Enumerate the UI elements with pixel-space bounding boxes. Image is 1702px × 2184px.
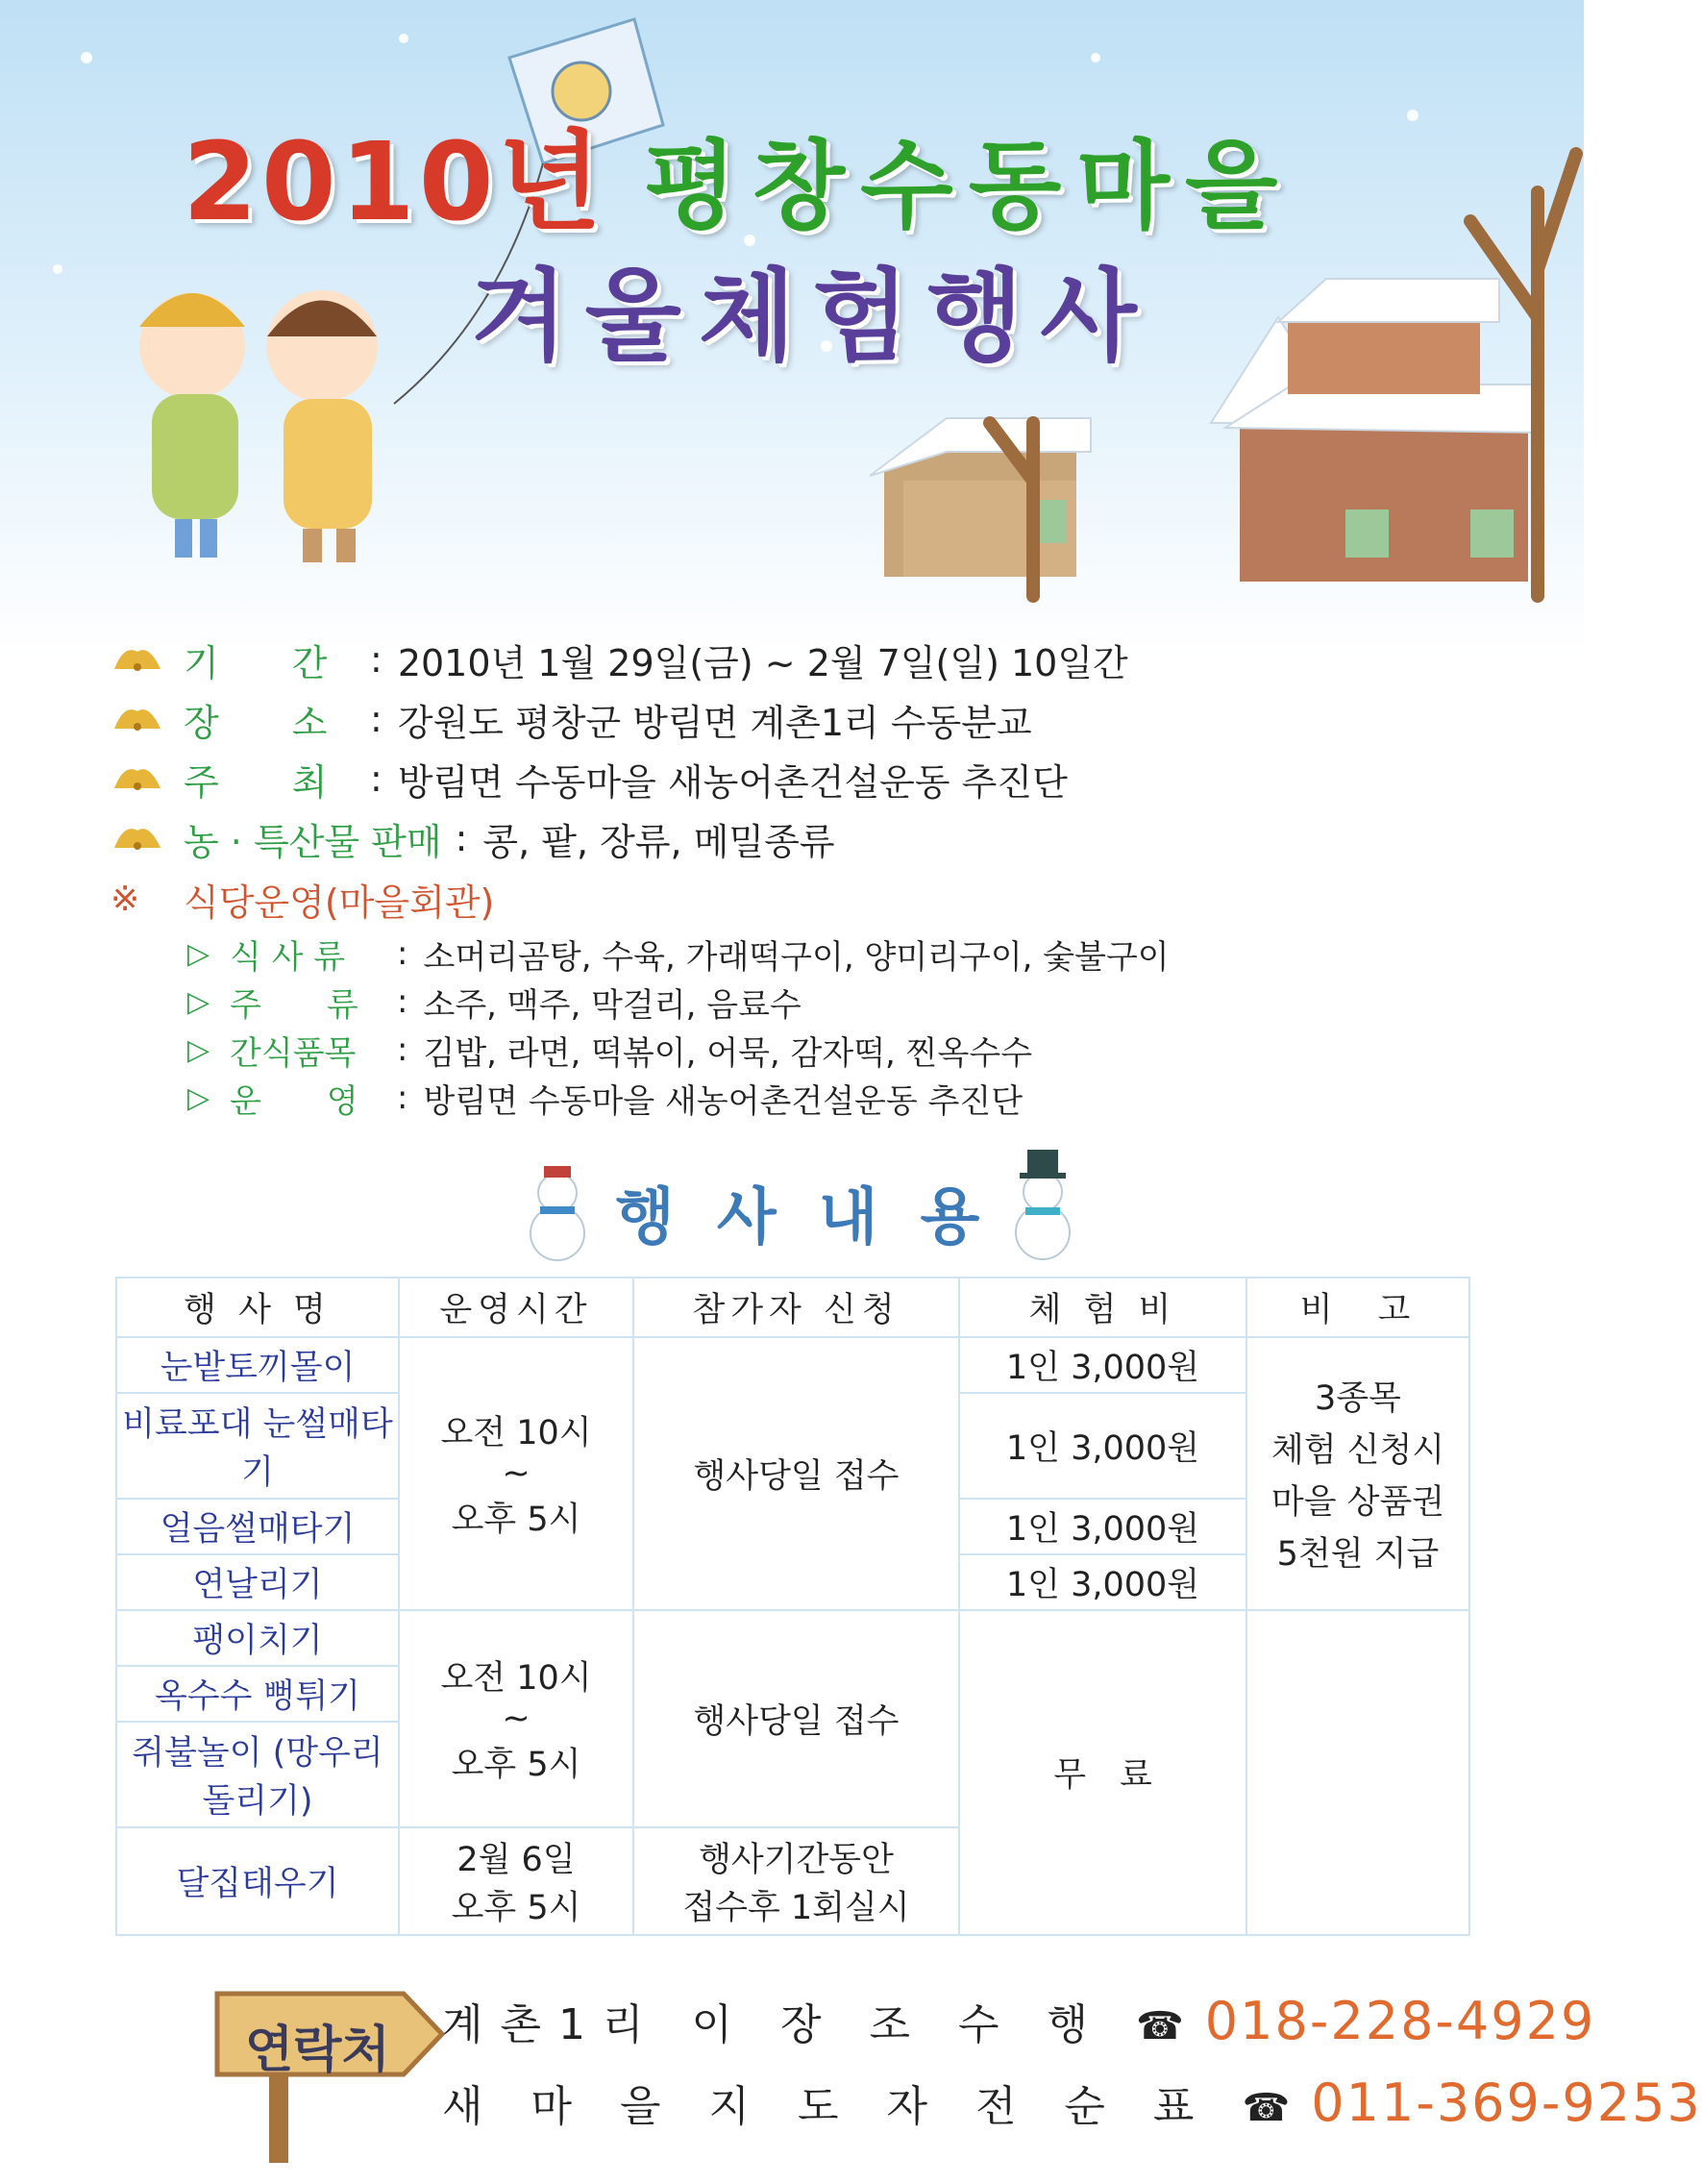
event-time [399,1827,633,1935]
bell-bullet-icon [111,819,184,857]
event-name: 연날리기 [116,1554,399,1610]
event-time [399,1337,633,1610]
bell-bullet-icon [111,700,184,738]
apply-line: 접수후 1회실시 [682,1889,910,1927]
reference-mark: ※ [111,879,140,919]
event-apply: 행사당일 접수 [633,1610,959,1827]
info-label: 기 간 [184,641,328,684]
triangle-bullet-icon: ▷ [187,1032,210,1067]
telephone-icon: ☎ [1135,2004,1201,2048]
table-row [116,1610,1469,1666]
bell-bullet-icon [111,759,184,798]
note-line: 마을 상품권 [1270,1483,1445,1522]
info-label: 농 · 특산물 판매 [184,820,442,863]
info-period [111,630,1456,689]
restaurant-item [111,930,1456,978]
colon: : [455,817,468,859]
contact-sign-label: 연락처 [245,2022,390,2079]
restaurant-item-label: 간식품목 [230,1033,357,1073]
info-value: 방림면 수동마을 새농어촌건설운동 추진단 [397,760,1068,804]
contact-phone[interactable]: 011-369-9253 [1311,2072,1702,2133]
event-fee: 무 료 [959,1610,1246,1935]
restaurant-item-value: 방림면 수동마을 새농어촌건설운동 추진단 [423,1081,1024,1121]
colon: : [397,1030,408,1069]
info-value: 2010년 1월 29일(금) ~ 2월 7일(일) 10일간 [397,641,1128,684]
contact-section [96,1980,1702,2163]
time-start: 오전 10시 [440,1659,592,1698]
title-village: 평창수동마을 [643,130,1294,242]
header-note: 비 고 [1246,1278,1469,1337]
restaurant-item [111,1026,1456,1074]
event-name: 쥐불놀이 (망우리돌리기) [116,1722,399,1827]
time-separator: ~ [502,1454,530,1493]
colon: : [370,757,382,800]
event-name: 팽이치기 [116,1610,399,1666]
event-name: 얼음썰매타기 [116,1499,399,1554]
contact-person: 새 마 을 지 도 자 전 순 표 [442,2082,1212,2131]
contact-row [442,1990,1595,2051]
colon: : [370,638,382,681]
event-fee: 1인 3,000원 [959,1499,1246,1554]
restaurant-item-label: 운 영 [230,1081,358,1121]
contact-person: 계촌1리 이 장 조 수 행 [442,2000,1105,2049]
bell-bullet-icon [111,640,184,679]
info-host [111,749,1456,808]
telephone-icon: ☎ [1242,2086,1308,2130]
restaurant-item-value: 김밥, 라면, 떡볶이, 어묵, 감자떡, 찐옥수수 [423,1033,1033,1073]
time-end: 오후 5시 [451,1746,581,1784]
note-line: 체험 신청시 [1270,1431,1445,1470]
header-apply: 참가자 신청 [633,1278,959,1337]
info-value: 콩, 팥, 장류, 메밀종류 [482,820,835,863]
event-fee: 1인 3,000원 [959,1337,1246,1393]
snowman-icon [519,1158,596,1264]
time-separator: ~ [502,1700,530,1738]
event-fee: 1인 3,000원 [959,1554,1246,1610]
event-name: 옥수수 뻥튀기 [116,1666,399,1722]
info-label: 장 소 [184,701,328,744]
triangle-bullet-icon: ▷ [187,984,210,1019]
restaurant-item-value: 소주, 맥주, 막걸리, 음료수 [423,985,802,1025]
event-info-section [111,630,1456,1122]
event-name: 달집태우기 [116,1827,399,1935]
events-heading: 행사내용 [615,1182,1023,1253]
time-end: 오후 5시 [451,1501,581,1539]
events-table [115,1277,1470,1936]
info-label: 주 최 [184,760,328,804]
time-start: 오전 10시 [440,1414,592,1452]
restaurant-item [111,978,1456,1026]
note-line: 3종목 [1315,1379,1401,1418]
event-name: 비료포대 눈썰매타기 [116,1393,399,1499]
contact-row [442,2072,1702,2133]
event-note-empty [1246,1610,1469,1935]
title-event: 겨울체험행사 [471,258,1154,375]
info-sales [111,808,1456,868]
colon: : [397,982,408,1021]
restaurant-heading [111,868,1456,930]
restaurant-item-value: 소머리곰탕, 수육, 가래떡구이, 양미리구이, 숯불구이 [423,937,1170,977]
apply-line: 행사기간동안 [699,1841,894,1879]
restaurant-item-label: 식 사 류 [230,937,346,977]
contact-phone[interactable]: 018-228-4929 [1204,1991,1596,2051]
note-line: 5천원 지급 [1276,1535,1440,1574]
triangle-bullet-icon: ▷ [187,936,210,971]
colon: : [370,698,382,740]
header-time: 운영시간 [399,1278,633,1337]
event-time [399,1610,633,1827]
event-note [1246,1337,1469,1610]
header-event-name: 행 사 명 [116,1278,399,1337]
colon: : [397,1079,408,1117]
table-header-row [116,1278,1469,1337]
poster-title [183,96,1432,245]
table-row [116,1337,1469,1393]
event-name: 눈밭토끼몰이 [116,1337,399,1393]
info-venue [111,689,1456,749]
info-value: 강원도 평창군 방림면 계촌1리 수동분교 [397,701,1032,744]
restaurant-item-label: 주 류 [230,985,358,1025]
triangle-bullet-icon: ▷ [187,1080,210,1115]
title-year: 2010년 [183,120,605,245]
event-apply: 행사당일 접수 [633,1337,959,1610]
children-illustration [139,290,378,562]
event-apply [633,1827,959,1935]
time-hour: 오후 5시 [451,1889,581,1927]
header-fee: 체 험 비 [959,1278,1246,1337]
time-date: 2월 6일 [456,1841,576,1879]
colon: : [397,934,408,973]
restaurant-title: 식당운영(마을회관) [184,881,495,924]
event-fee: 1인 3,000원 [959,1393,1246,1499]
restaurant-item [111,1074,1456,1122]
